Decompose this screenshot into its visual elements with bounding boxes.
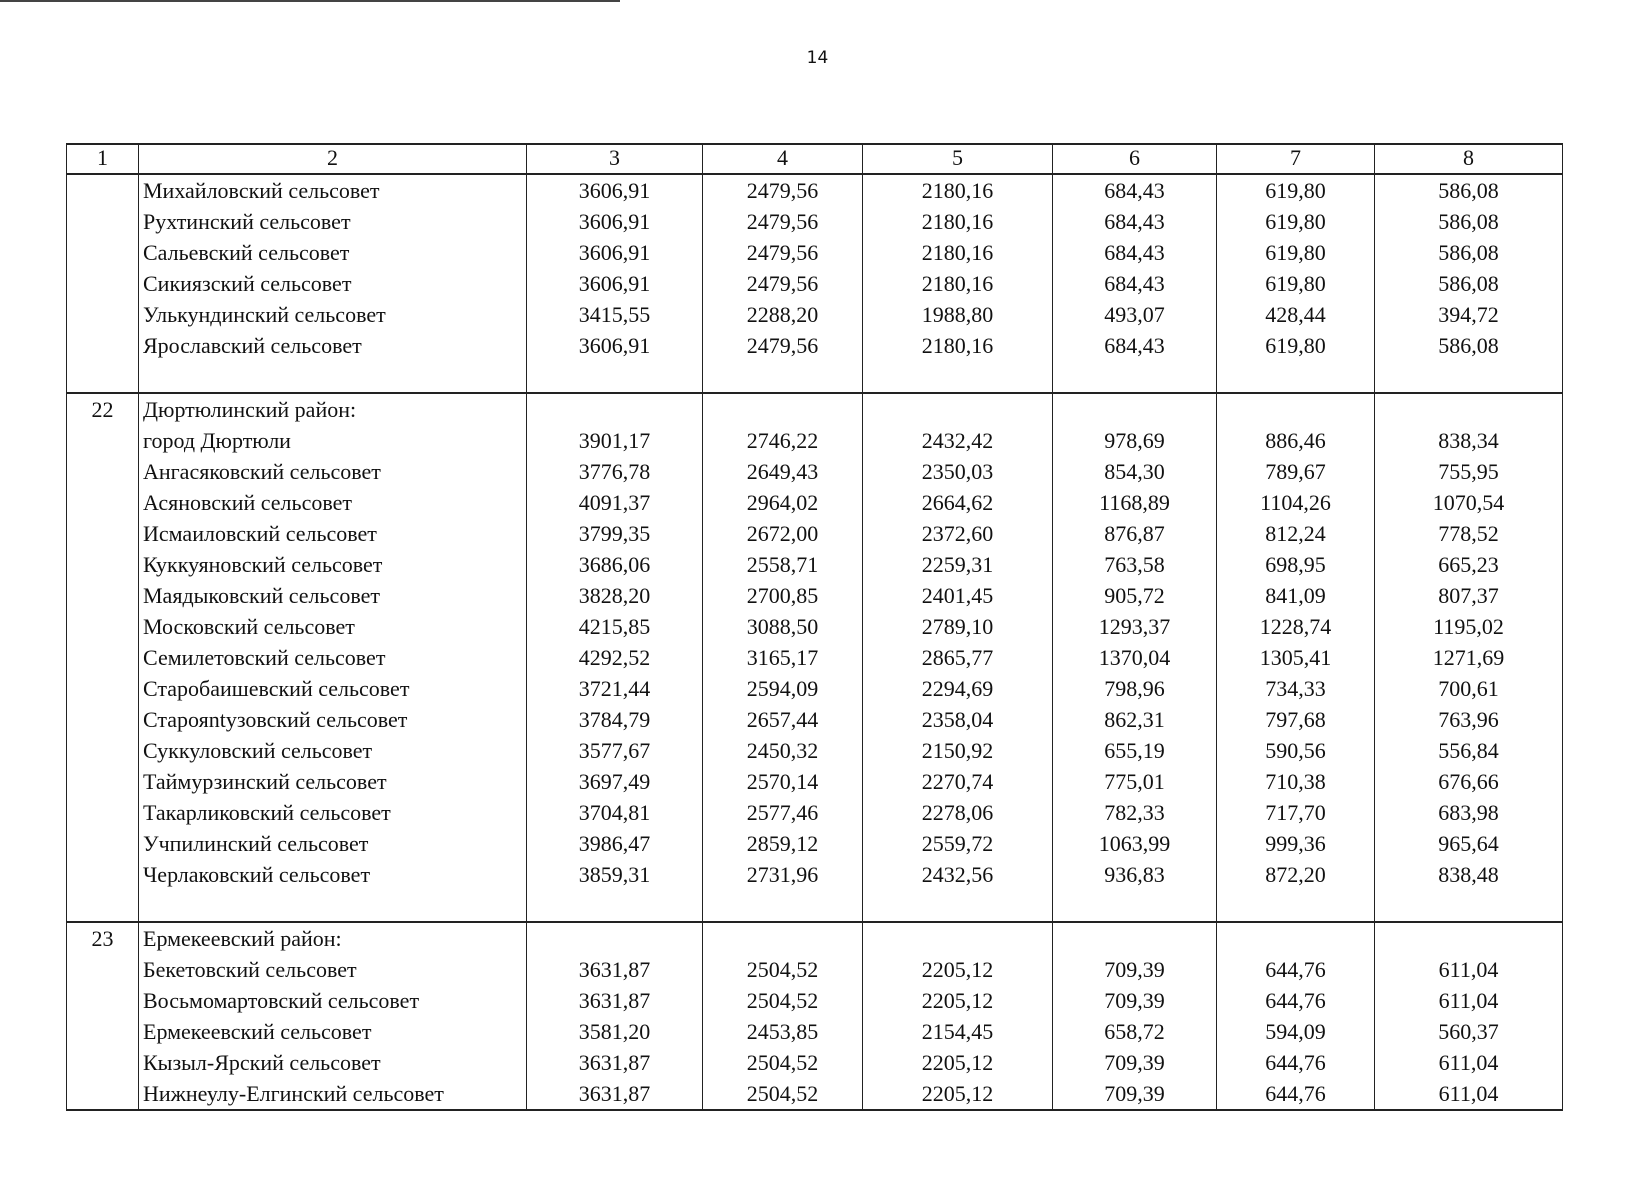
empty-cell xyxy=(67,890,139,922)
row-index-cell xyxy=(67,487,139,518)
value-col-4: 2577,46 xyxy=(703,797,863,828)
district-index: 23 xyxy=(67,922,139,954)
value-col-8: 586,08 xyxy=(1375,206,1563,237)
value-col-3: 3606,91 xyxy=(527,237,703,268)
value-col-8: 683,98 xyxy=(1375,797,1563,828)
settlement-name: Семилетовский сельсовет xyxy=(139,642,527,673)
column-header-1: 1 xyxy=(67,144,139,174)
value-col-6: 1063,99 xyxy=(1053,828,1217,859)
value-col-7: 841,09 xyxy=(1217,580,1375,611)
value-col-6: 1168,89 xyxy=(1053,487,1217,518)
table-row xyxy=(67,487,1563,518)
value-col-6: 709,39 xyxy=(1053,985,1217,1016)
value-col-8: 586,08 xyxy=(1375,237,1563,268)
value-col-6: 1370,04 xyxy=(1053,642,1217,673)
table-row xyxy=(67,174,1563,206)
value-col-3: 3415,55 xyxy=(527,299,703,330)
value-col-5: 2180,16 xyxy=(863,206,1053,237)
value-col-5: 2789,10 xyxy=(863,611,1053,642)
column-header-3: 3 xyxy=(527,144,703,174)
district-row xyxy=(67,922,1563,954)
value-col-6: 684,43 xyxy=(1053,174,1217,206)
value-col-3: 3697,49 xyxy=(527,766,703,797)
table-row xyxy=(67,704,1563,735)
row-index-cell xyxy=(67,1078,139,1110)
value-col-8: 700,61 xyxy=(1375,673,1563,704)
value-col-7: 872,20 xyxy=(1217,859,1375,890)
value-col-8: 611,04 xyxy=(1375,1078,1563,1110)
empty-cell xyxy=(863,922,1053,954)
value-col-4: 2453,85 xyxy=(703,1016,863,1047)
settlement-name: Суккуловский сельсовет xyxy=(139,735,527,766)
row-index-cell xyxy=(67,330,139,361)
value-col-3: 3606,91 xyxy=(527,206,703,237)
value-col-3: 3631,87 xyxy=(527,1047,703,1078)
settlement-name: Сикиязский сельсовет xyxy=(139,268,527,299)
value-col-7: 886,46 xyxy=(1217,425,1375,456)
settlement-name: Старобаишевский сельсовет xyxy=(139,673,527,704)
settlement-name: Бекетовский сельсовет xyxy=(139,954,527,985)
value-col-7: 797,68 xyxy=(1217,704,1375,735)
row-index-cell xyxy=(67,954,139,985)
empty-cell xyxy=(527,361,703,393)
settlement-name: город Дюртюли xyxy=(139,425,527,456)
value-col-3: 4091,37 xyxy=(527,487,703,518)
value-col-3: 3721,44 xyxy=(527,673,703,704)
value-col-3: 3704,81 xyxy=(527,797,703,828)
value-col-6: 709,39 xyxy=(1053,1078,1217,1110)
value-col-6: 658,72 xyxy=(1053,1016,1217,1047)
empty-cell xyxy=(1217,922,1375,954)
empty-cell xyxy=(139,361,527,393)
value-col-4: 2594,09 xyxy=(703,673,863,704)
table-row xyxy=(67,1078,1563,1110)
value-col-6: 684,43 xyxy=(1053,268,1217,299)
table-row xyxy=(67,299,1563,330)
value-col-5: 2205,12 xyxy=(863,1078,1053,1110)
table-row xyxy=(67,425,1563,456)
table-row xyxy=(67,766,1563,797)
table-row xyxy=(67,673,1563,704)
table-row xyxy=(67,456,1563,487)
value-col-4: 2649,43 xyxy=(703,456,863,487)
row-index-cell xyxy=(67,642,139,673)
value-col-6: 876,87 xyxy=(1053,518,1217,549)
empty-cell xyxy=(1053,361,1217,393)
value-col-4: 2570,14 xyxy=(703,766,863,797)
value-col-3: 4215,85 xyxy=(527,611,703,642)
empty-cell xyxy=(1375,361,1563,393)
value-col-4: 3165,17 xyxy=(703,642,863,673)
value-col-6: 782,33 xyxy=(1053,797,1217,828)
value-col-8: 755,95 xyxy=(1375,456,1563,487)
table-row xyxy=(67,518,1563,549)
value-col-7: 999,36 xyxy=(1217,828,1375,859)
value-col-3: 3631,87 xyxy=(527,1078,703,1110)
value-col-3: 3686,06 xyxy=(527,549,703,580)
district-index: 22 xyxy=(67,393,139,425)
value-col-3: 4292,52 xyxy=(527,642,703,673)
value-col-4: 2504,52 xyxy=(703,1047,863,1078)
value-col-4: 2504,52 xyxy=(703,985,863,1016)
value-col-8: 1271,69 xyxy=(1375,642,1563,673)
value-col-7: 789,67 xyxy=(1217,456,1375,487)
value-col-5: 2154,45 xyxy=(863,1016,1053,1047)
row-index-cell xyxy=(67,985,139,1016)
value-col-4: 2479,56 xyxy=(703,268,863,299)
value-col-8: 556,84 xyxy=(1375,735,1563,766)
value-col-4: 2479,56 xyxy=(703,206,863,237)
value-col-4: 2657,44 xyxy=(703,704,863,735)
row-index-cell xyxy=(67,580,139,611)
value-col-5: 2350,03 xyxy=(863,456,1053,487)
value-col-7: 644,76 xyxy=(1217,954,1375,985)
value-col-7: 717,70 xyxy=(1217,797,1375,828)
value-col-4: 2479,56 xyxy=(703,330,863,361)
value-col-4: 2558,71 xyxy=(703,549,863,580)
settlement-name: Михайловский сельсовет xyxy=(139,174,527,206)
value-col-4: 2479,56 xyxy=(703,237,863,268)
value-col-4: 2504,52 xyxy=(703,954,863,985)
value-col-5: 2865,77 xyxy=(863,642,1053,673)
settlement-name: Такарликовский сельсовет xyxy=(139,797,527,828)
value-col-4: 2700,85 xyxy=(703,580,863,611)
settlement-name: Исмаиловский сельсовет xyxy=(139,518,527,549)
value-col-8: 676,66 xyxy=(1375,766,1563,797)
value-col-5: 2259,31 xyxy=(863,549,1053,580)
value-col-6: 709,39 xyxy=(1053,954,1217,985)
value-col-5: 2205,12 xyxy=(863,985,1053,1016)
value-col-3: 3581,20 xyxy=(527,1016,703,1047)
settlement-name: Куккуяновский сельсовет xyxy=(139,549,527,580)
value-col-7: 710,38 xyxy=(1217,766,1375,797)
empty-cell xyxy=(703,361,863,393)
empty-cell xyxy=(1053,922,1217,954)
settlement-name: Рухтинский сельсовет xyxy=(139,206,527,237)
value-col-4: 2731,96 xyxy=(703,859,863,890)
table-row xyxy=(67,1047,1563,1078)
value-col-5: 2180,16 xyxy=(863,174,1053,206)
empty-cell xyxy=(703,922,863,954)
value-col-8: 611,04 xyxy=(1375,954,1563,985)
value-col-3: 3776,78 xyxy=(527,456,703,487)
empty-cell xyxy=(703,393,863,425)
top-rule xyxy=(0,0,620,2)
value-col-5: 2358,04 xyxy=(863,704,1053,735)
value-col-7: 428,44 xyxy=(1217,299,1375,330)
value-col-5: 2432,56 xyxy=(863,859,1053,890)
settlement-name: Сальевский сельсовет xyxy=(139,237,527,268)
value-col-8: 763,96 xyxy=(1375,704,1563,735)
value-col-3: 3784,79 xyxy=(527,704,703,735)
value-col-3: 3631,87 xyxy=(527,954,703,985)
empty-cell xyxy=(139,890,527,922)
value-col-5: 2664,62 xyxy=(863,487,1053,518)
value-col-4: 2450,32 xyxy=(703,735,863,766)
table-row xyxy=(67,580,1563,611)
row-index-cell xyxy=(67,237,139,268)
column-header-4: 4 xyxy=(703,144,863,174)
value-col-7: 619,80 xyxy=(1217,237,1375,268)
row-index-cell xyxy=(67,174,139,206)
value-col-8: 838,48 xyxy=(1375,859,1563,890)
table-row xyxy=(67,268,1563,299)
settlement-name: Старояntузовский сельсовет xyxy=(139,704,527,735)
value-col-5: 2205,12 xyxy=(863,954,1053,985)
value-col-5: 2180,16 xyxy=(863,268,1053,299)
value-col-7: 812,24 xyxy=(1217,518,1375,549)
value-col-6: 655,19 xyxy=(1053,735,1217,766)
settlement-name: Нижнеулу-Елгинский сельсовет xyxy=(139,1078,527,1110)
empty-cell xyxy=(1217,361,1375,393)
value-col-5: 2180,16 xyxy=(863,237,1053,268)
empty-cell xyxy=(1217,890,1375,922)
value-col-5: 2278,06 xyxy=(863,797,1053,828)
value-col-4: 2479,56 xyxy=(703,174,863,206)
table-row xyxy=(67,1016,1563,1047)
table-row xyxy=(67,206,1563,237)
empty-cell xyxy=(863,393,1053,425)
table-header xyxy=(67,144,1563,174)
row-index-cell xyxy=(67,518,139,549)
value-col-7: 619,80 xyxy=(1217,206,1375,237)
row-index-cell xyxy=(67,1047,139,1078)
value-col-6: 763,58 xyxy=(1053,549,1217,580)
row-index-cell xyxy=(67,735,139,766)
column-header-8: 8 xyxy=(1375,144,1563,174)
value-col-8: 1195,02 xyxy=(1375,611,1563,642)
value-col-7: 590,56 xyxy=(1217,735,1375,766)
table-row xyxy=(67,611,1563,642)
value-col-6: 709,39 xyxy=(1053,1047,1217,1078)
value-col-4: 2859,12 xyxy=(703,828,863,859)
value-col-4: 2964,02 xyxy=(703,487,863,518)
value-col-8: 778,52 xyxy=(1375,518,1563,549)
row-index-cell xyxy=(67,1016,139,1047)
page-number: 14 xyxy=(806,48,829,68)
value-col-5: 2401,45 xyxy=(863,580,1053,611)
district-name: Дюртюлинский район: xyxy=(139,393,527,425)
empty-cell xyxy=(863,361,1053,393)
tariff-table xyxy=(66,143,1563,1111)
empty-cell xyxy=(1217,393,1375,425)
table-row xyxy=(67,828,1563,859)
value-col-6: 862,31 xyxy=(1053,704,1217,735)
table-row xyxy=(67,735,1563,766)
value-col-8: 611,04 xyxy=(1375,985,1563,1016)
empty-cell xyxy=(1053,890,1217,922)
value-col-5: 2150,92 xyxy=(863,735,1053,766)
settlement-name: Асяновский сельсовет xyxy=(139,487,527,518)
settlement-name: Маядыковский сельсовет xyxy=(139,580,527,611)
district-name: Ермекеевский район: xyxy=(139,922,527,954)
value-col-4: 2746,22 xyxy=(703,425,863,456)
row-index-cell xyxy=(67,704,139,735)
value-col-3: 3606,91 xyxy=(527,268,703,299)
value-col-7: 1305,41 xyxy=(1217,642,1375,673)
empty-cell xyxy=(67,361,139,393)
table-row xyxy=(67,859,1563,890)
settlement-name: Ангасяковский сельсовет xyxy=(139,456,527,487)
table-row xyxy=(67,549,1563,580)
value-col-4: 3088,50 xyxy=(703,611,863,642)
row-index-cell xyxy=(67,766,139,797)
value-col-6: 936,83 xyxy=(1053,859,1217,890)
empty-cell xyxy=(527,922,703,954)
value-col-6: 775,01 xyxy=(1053,766,1217,797)
value-col-8: 611,04 xyxy=(1375,1047,1563,1078)
value-col-3: 3631,87 xyxy=(527,985,703,1016)
value-col-8: 665,23 xyxy=(1375,549,1563,580)
value-col-6: 684,43 xyxy=(1053,330,1217,361)
value-col-5: 2559,72 xyxy=(863,828,1053,859)
value-col-5: 1988,80 xyxy=(863,299,1053,330)
value-col-6: 854,30 xyxy=(1053,456,1217,487)
value-col-8: 586,08 xyxy=(1375,330,1563,361)
value-col-7: 594,09 xyxy=(1217,1016,1375,1047)
value-col-8: 807,37 xyxy=(1375,580,1563,611)
value-col-4: 2672,00 xyxy=(703,518,863,549)
settlement-name: Улькундинский сельсовет xyxy=(139,299,527,330)
value-col-5: 2294,69 xyxy=(863,673,1053,704)
value-col-7: 644,76 xyxy=(1217,1047,1375,1078)
settlement-name: Таймурзинский сельсовет xyxy=(139,766,527,797)
value-col-6: 684,43 xyxy=(1053,237,1217,268)
table-row xyxy=(67,797,1563,828)
value-col-7: 734,33 xyxy=(1217,673,1375,704)
row-index-cell xyxy=(67,611,139,642)
row-index-cell xyxy=(67,828,139,859)
settlement-name: Восьмомартовский сельсовет xyxy=(139,985,527,1016)
value-col-7: 619,80 xyxy=(1217,268,1375,299)
column-header-5: 5 xyxy=(863,144,1053,174)
empty-cell xyxy=(1375,393,1563,425)
row-index-cell xyxy=(67,425,139,456)
settlement-name: Московский сельсовет xyxy=(139,611,527,642)
value-col-8: 560,37 xyxy=(1375,1016,1563,1047)
value-col-6: 798,96 xyxy=(1053,673,1217,704)
empty-cell xyxy=(527,890,703,922)
value-col-6: 684,43 xyxy=(1053,206,1217,237)
value-col-8: 838,34 xyxy=(1375,425,1563,456)
value-col-3: 3828,20 xyxy=(527,580,703,611)
row-index-cell xyxy=(67,299,139,330)
value-col-6: 1293,37 xyxy=(1053,611,1217,642)
table-row xyxy=(67,330,1563,361)
empty-cell xyxy=(863,890,1053,922)
value-col-5: 2270,74 xyxy=(863,766,1053,797)
value-col-7: 619,80 xyxy=(1217,330,1375,361)
spacer-row xyxy=(67,361,1563,393)
value-col-5: 2205,12 xyxy=(863,1047,1053,1078)
value-col-7: 644,76 xyxy=(1217,1078,1375,1110)
value-col-3: 3606,91 xyxy=(527,174,703,206)
table-body xyxy=(67,174,1563,1110)
table-row xyxy=(67,237,1563,268)
value-col-7: 1228,74 xyxy=(1217,611,1375,642)
value-col-7: 1104,26 xyxy=(1217,487,1375,518)
value-col-3: 3859,31 xyxy=(527,859,703,890)
empty-cell xyxy=(1053,393,1217,425)
empty-cell xyxy=(1375,922,1563,954)
spacer-row xyxy=(67,890,1563,922)
value-col-3: 3606,91 xyxy=(527,330,703,361)
value-col-4: 2288,20 xyxy=(703,299,863,330)
value-col-4: 2504,52 xyxy=(703,1078,863,1110)
value-col-8: 965,64 xyxy=(1375,828,1563,859)
settlement-name: Черлаковский сельсовет xyxy=(139,859,527,890)
value-col-6: 493,07 xyxy=(1053,299,1217,330)
row-index-cell xyxy=(67,549,139,580)
table-row xyxy=(67,954,1563,985)
settlement-name: Ермекеевский сельсовет xyxy=(139,1016,527,1047)
column-header-2: 2 xyxy=(139,144,527,174)
value-col-3: 3577,67 xyxy=(527,735,703,766)
row-index-cell xyxy=(67,268,139,299)
value-col-3: 3901,17 xyxy=(527,425,703,456)
value-col-8: 586,08 xyxy=(1375,174,1563,206)
value-col-5: 2372,60 xyxy=(863,518,1053,549)
value-col-5: 2432,42 xyxy=(863,425,1053,456)
row-index-cell xyxy=(67,206,139,237)
row-index-cell xyxy=(67,859,139,890)
settlement-name: Ярославский сельсовет xyxy=(139,330,527,361)
value-col-7: 698,95 xyxy=(1217,549,1375,580)
district-row xyxy=(67,393,1563,425)
row-index-cell xyxy=(67,456,139,487)
row-index-cell xyxy=(67,797,139,828)
empty-cell xyxy=(527,393,703,425)
settlement-name: Кызыл-Ярский сельсовет xyxy=(139,1047,527,1078)
column-header-6: 6 xyxy=(1053,144,1217,174)
value-col-3: 3986,47 xyxy=(527,828,703,859)
value-col-3: 3799,35 xyxy=(527,518,703,549)
value-col-8: 1070,54 xyxy=(1375,487,1563,518)
header-row xyxy=(67,144,1563,174)
table-row xyxy=(67,985,1563,1016)
empty-cell xyxy=(703,890,863,922)
value-col-5: 2180,16 xyxy=(863,330,1053,361)
value-col-8: 394,72 xyxy=(1375,299,1563,330)
empty-cell xyxy=(1375,890,1563,922)
value-col-8: 586,08 xyxy=(1375,268,1563,299)
column-header-7: 7 xyxy=(1217,144,1375,174)
value-col-6: 905,72 xyxy=(1053,580,1217,611)
row-index-cell xyxy=(67,673,139,704)
settlement-name: Учпилинский сельсовет xyxy=(139,828,527,859)
value-col-7: 619,80 xyxy=(1217,174,1375,206)
value-col-7: 644,76 xyxy=(1217,985,1375,1016)
table-row xyxy=(67,642,1563,673)
value-col-6: 978,69 xyxy=(1053,425,1217,456)
